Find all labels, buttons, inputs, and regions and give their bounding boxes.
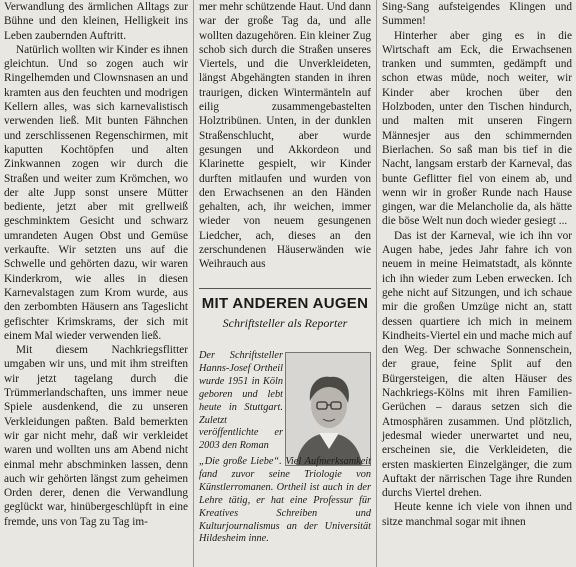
article-column-2	[199, 0, 371, 272]
paragraph: Natürlich wollten wir Kinder es ihnen gleichtun. Und so zogen auch wir Ringelhemden und Clownsnasen an und kramten aus den feuchten und modrigen Kellern alles, was sich karnevalistisch verwenden ließ. Mit bunten Fähnchen und zerschlissenen Regenschirmen, mit kaputten Kochtöpfen und alten Zinkwannen zogen wir durch die Straßen und weiter zum Krömchen, wo der alte Jupp sonst unsere Mütter bediente, jetzt aber mit grellweiß geschminktem Gesicht und schwarz umrandeten Augen Obst und Gemüse verkaufte. Wir setzten uns auf die Schwelle und gehörten dazu, wir waren Kinderkrom, wie alles in diesen Karnevalstagen zum Krom wurde, aus den zerbombten Häusern ans Tageslicht gefischter Krimskrams, der sich mit einem Mal wieder verwenden ließ.	[4, 43, 188, 342]
author-bio: Der Schriftsteller Hanns-Josef Ortheil wurde 1951 in Köln geboren und lebt heute in Stuttgart. Zuletzt veröffentlichte er 2003 den Roman	[199, 350, 283, 452]
paragraph: Heute kenne ich viele von ihnen und sitze manchmal sogar mit ihnen	[382, 501, 572, 528]
paragraph: Das ist der Karneval, wie ich ihn vor Augen habe, jedes Jahr fahre ich von neuem in meine Heimatstadt, als könnte ich ihn wieder zum Leben erwecken. Ich gehe nicht auf Sitzungen, und ich schaue mir die großen Umzüge nicht an, statt dessen quartiere ich mich in meinem Kindheits-Viertel ein und mache mich auf den Weg. Der schwache Sonnenschein, der graue, feine Split auf den Bürgersteigen, die alten Häuser des Nachkriegs-Kölns mit ihren Familien-Gerüchen – daraus setzen sich die Atmosphären zusammen. Und plötzlich, jedesmal wieder unerwartet und neu, erscheinen sie, die Verkleideten, die ersten maskierten Einzelgänger, die zum Auftakt der närrischen Tage ihre Runden durchs Viertel drehen.	[382, 229, 572, 500]
paragraph: Mit diesem Nachkriegsflitter umgaben wir uns, und mit ihm streiften wir jetzt tagelang durch die Trümmerlandschaften, uns immer neue Spiele ausdenkend, die zu unseren Verkleidungen paßten. Bald bemerkten wir gar nicht mehr, daß wir verkleidet waren und wollten uns am Abend nicht einmal mehr abschminken lassen, denn auch wir gehörten längst zum geheimen Orden derer, denen die Verwandlung geglückt war, hinübergeschlüpft in eine fremde, uns von Tag zu Tag im-	[4, 344, 188, 528]
column-divider	[193, 0, 194, 567]
info-box	[199, 288, 371, 341]
paragraph: Sing-Sang aufsteigendes Klingen und Summen!	[382, 1, 572, 28]
paragraph: Verwandlung des ärmlichen Alltags zur Bühne und den kleinen, Helligkeit ins Leben zaubernden Auftritt.	[4, 1, 188, 42]
paragraph: Hinterher aber ging es in die Wirtschaft am Eck, die Erwachsenen tranken und summten, gedämpft und schon etwas müde, noch weiter, wir Kinder aber krochen über den Holzboden, unter den Tischen hindurch, und malten mit unseren Fingern Männesjer aus den schimmernden Bierlachen. So saß man bis tief in die Nacht, langsam erstarb der Karneval, das bunte Geflitter fiel von einem ab, und wenn wir in großer Runde nach Hause gingen, war die Melancholie da, als hätte die böse Welt nun doch wieder gesiegt ...	[382, 29, 572, 228]
author-photo	[285, 352, 371, 466]
author-bio-continued: „Die große Liebe“. Viel Aufmerksamkeit fand zuvor seine Triologie von Künstlerromanen. Ortheil ist auch in der Lehre tätig, er hat eine Professur für Kreatives Schreiben und Kulturjournalismus an der Universität Hildesheim inne.	[199, 456, 371, 545]
article-column-1	[4, 0, 188, 529]
paragraph: mer mehr schützende Haut. Und dann war der große Tag da, und alle wollten dazugehören. Ein kleiner Zug schob sich durch die Straßen unseres Viertels, und die Unverkleideten, längst Abgehängten standen in ihren traurigen, dicken Wintermänteln auf eilig zusammengebastelten Holztribünen. Unten, in der dunklen Straßenschlucht, aber wurde gesungen und Akkordeon und Klarinette gespielt, wir Kinder durften mitlaufen und wurden von den Erwachsenen an den Händen gehalten, ach, ihr weichen, immer wieder von neuem gesungenen Liedcher, ach, dieses an den zerschundenen Häuserwänden wie Weihrauch aus	[199, 1, 371, 271]
box-subline: Schriftsteller als Reporter	[222, 316, 348, 330]
portrait-illustration	[286, 353, 371, 466]
article-column-3	[382, 0, 572, 529]
box-headline: MIT ANDEREN AUGEN	[201, 295, 369, 312]
box-rule	[199, 288, 371, 289]
column-divider	[376, 0, 377, 567]
